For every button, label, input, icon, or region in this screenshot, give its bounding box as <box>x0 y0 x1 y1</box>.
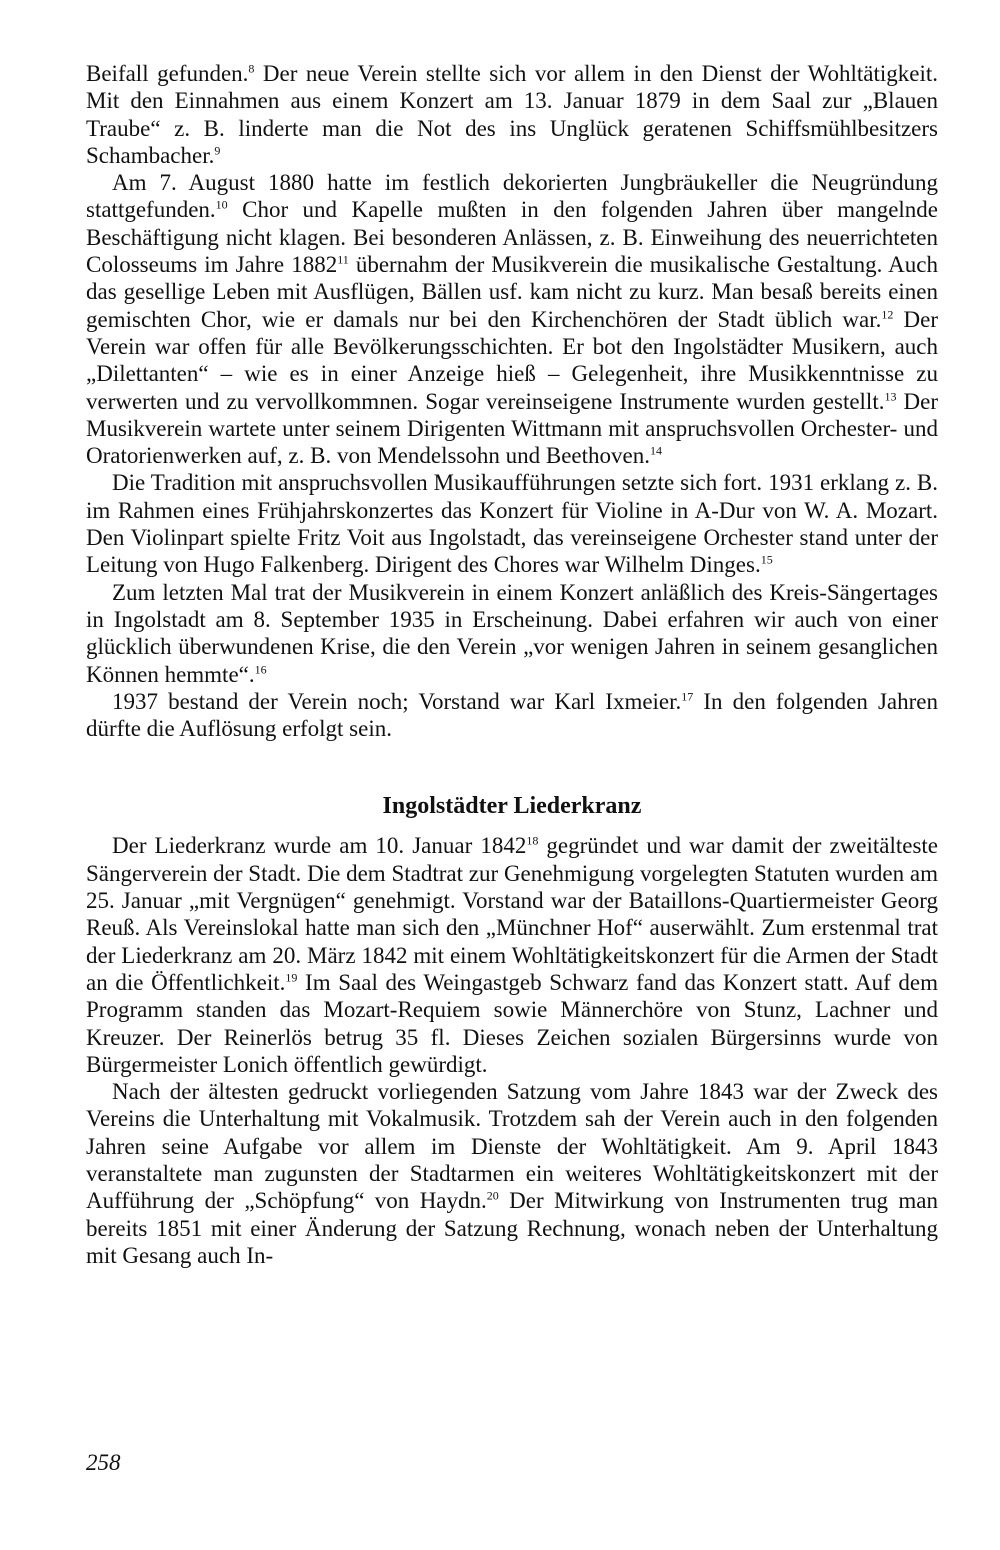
paragraph-text: Beifall gefunden. <box>86 61 249 86</box>
footnote-ref-19: 19 <box>285 970 298 985</box>
footnote-ref-16: 16 <box>254 661 267 676</box>
paragraph-text: Die Tradition mit anspruchsvollen Musikaufführungen setzte sich fort. 1931 erklang z. B. im Rahmen eines Frühjahrskonzertes das Konzert für Violine in A-Dur von W. A. Mozart. Den Violinpart spielte Fritz Voit aus Ingolstadt, das vereinseigene Orchester stand unter der Leitung von Hugo Falkenberg. Dirigent des Chores war Wilhelm Dinges. <box>86 470 938 578</box>
footnote-ref-20: 20 <box>486 1188 499 1203</box>
paragraph-text: Der Verein war offen für alle Bevölkerungsschichten. Er bot den Ingolstädter Musikern, auch „Dilettanten“ – wie es in einer Anzeige hieß – Gelegenheit, ihre Musikkenntnisse zu verwerten und zu vervollkommnen. Sogar vereinseigene Instrumente wurden gestellt. <box>86 306 939 414</box>
paragraph-text: Der neue Verein stellte sich vor allem in den Dienst der Wohltätigkeit. Mit den Einnahmen aus einem Konzert am 13. Januar 1879 in dem Saal zur „Blauen Traube“ z. B. linderte man die Not des ins Unglück geratenen Schiffsmühlbesitzers Schambacher. <box>86 61 938 168</box>
paragraph-text: In den folgenden Jahren dürfte die Auflösung erfolgt sein. <box>86 688 938 742</box>
footnote-ref-11: 11 <box>337 252 349 267</box>
footnote-ref-10: 10 <box>215 197 228 212</box>
paragraph-3 <box>86 469 938 578</box>
page-number: 258 <box>86 1450 121 1475</box>
footnote-ref-8: 8 <box>248 61 255 76</box>
paragraph-6 <box>86 832 938 1078</box>
paragraph-5 <box>86 688 938 743</box>
footnote-ref-13: 13 <box>884 388 897 403</box>
footnote-ref-14: 14 <box>650 443 662 458</box>
paragraph-text: Chor und Kapelle mußten in den folgenden Jahren über mangelnde Beschäftigung nicht klagen. Bei besonderen Anlässen, z. B. Einweihung des neuerrichteten Colosseums im Jahre 1882 <box>86 197 938 278</box>
footnote-ref-17: 17 <box>681 689 694 704</box>
paragraph-1 <box>86 60 938 169</box>
paragraph-text: Der Mitwirkung von Instrumenten trug man bereits 1851 mit einer Änderung der Satzung Rechnung, wonach neben der Unterhaltung mit Gesang auch In- <box>86 1188 939 1268</box>
paragraph-7 <box>86 1078 938 1269</box>
paragraph-text: Nach der ältesten gedruckt vorliegenden Satzung vom Jahre 1843 war der Zweck des Vereins die Unterhaltung mit Vokalmusik. Trotzdem sah der Verein auch in den folgenden Jahren seine Aufgabe vor allem im Dienste der Wohltätigkeit. Am 9. April 1843 veranstaltete man zugunsten der Stadtarmen ein weiteres Wohltätigkeitskonzert mit der Aufführung der „Schöpfung“ von Haydn. <box>86 1079 938 1214</box>
paragraph-text: 1937 bestand der Verein noch; Vorstand war Karl Ixmeier. <box>112 688 682 714</box>
page-body <box>86 60 938 1269</box>
paragraph-text: gegründet und war damit der zweitälteste Sängerverein der Stadt. Die dem Stadtrat zur Genehmigung vorgelegten Statuten wurden am 25. Januar „mit Vergnügen“ genehmigt. Vorstand war der Bataillons-Quartiermeister Georg Reuß. Als Vereinslokal hatte man sich den „Münchner Hof“ auserwählt. Zum erstenmal trat der Liederkranz am 20. März 1842 mit einem Wohltätigkeitskonzert für die Armen der Stadt an die Öffentlichkeit. <box>86 833 938 995</box>
paragraph-2 <box>86 169 938 469</box>
paragraph-text: Am 7. August 1880 hatte im festlich dekorierten Jungbräukeller die Neugründung stattgefunden. <box>86 170 938 223</box>
paragraph-text: Zum letzten Mal trat der Musikverein in einem Konzert anläßlich des Kreis-Sängertages in Ingolstadt am 8. September 1935 in Erscheinung. Dabei erfahren wir auch von einer glücklich überwundenen Krise, die den Verein „vor wenigen Jahren in seinem gesanglichen Können hemmte“. <box>86 579 938 687</box>
paragraph-text: übernahm der Musikverein die musikalische Gestaltung. Auch das gesellige Leben mit Ausflügen, Bällen usf. kam nicht zu kurz. Man besaß bereits einen gemischten Chor, wie er damals nur bei den Kirchenchören der Stadt üblich war. <box>86 252 938 332</box>
paragraph-4 <box>86 579 938 688</box>
footnote-ref-9: 9 <box>214 143 221 158</box>
section-heading: Ingolstädter Liederkranz <box>382 793 642 820</box>
footnote-ref-12: 12 <box>881 307 894 322</box>
paragraph-text: Der Musikverein wartete unter seinem Dirigenten Wittmann mit anspruchsvollen Orchester- und Oratorienwerken auf, z. B. von Mendelssohn und Beethoven. <box>86 388 938 469</box>
paragraph-text: Der Liederkranz wurde am 10. Januar 1842 <box>112 833 527 859</box>
footnote-ref-15: 15 <box>760 552 773 567</box>
paragraph-text: Im Saal des Weingastgeb Schwarz fand das Konzert statt. Auf dem Programm standen das Mozart-Requiem sowie Männerchöre von Stunz, Lachner und Kreuzer. Der Reinerlös betrug 35 fl. Dieses Zeichen sozialen Bürgersinns wurde von Bürgermeister Lonich öffentlich gewürdigt. <box>86 969 938 1077</box>
footnote-ref-18: 18 <box>526 833 539 848</box>
